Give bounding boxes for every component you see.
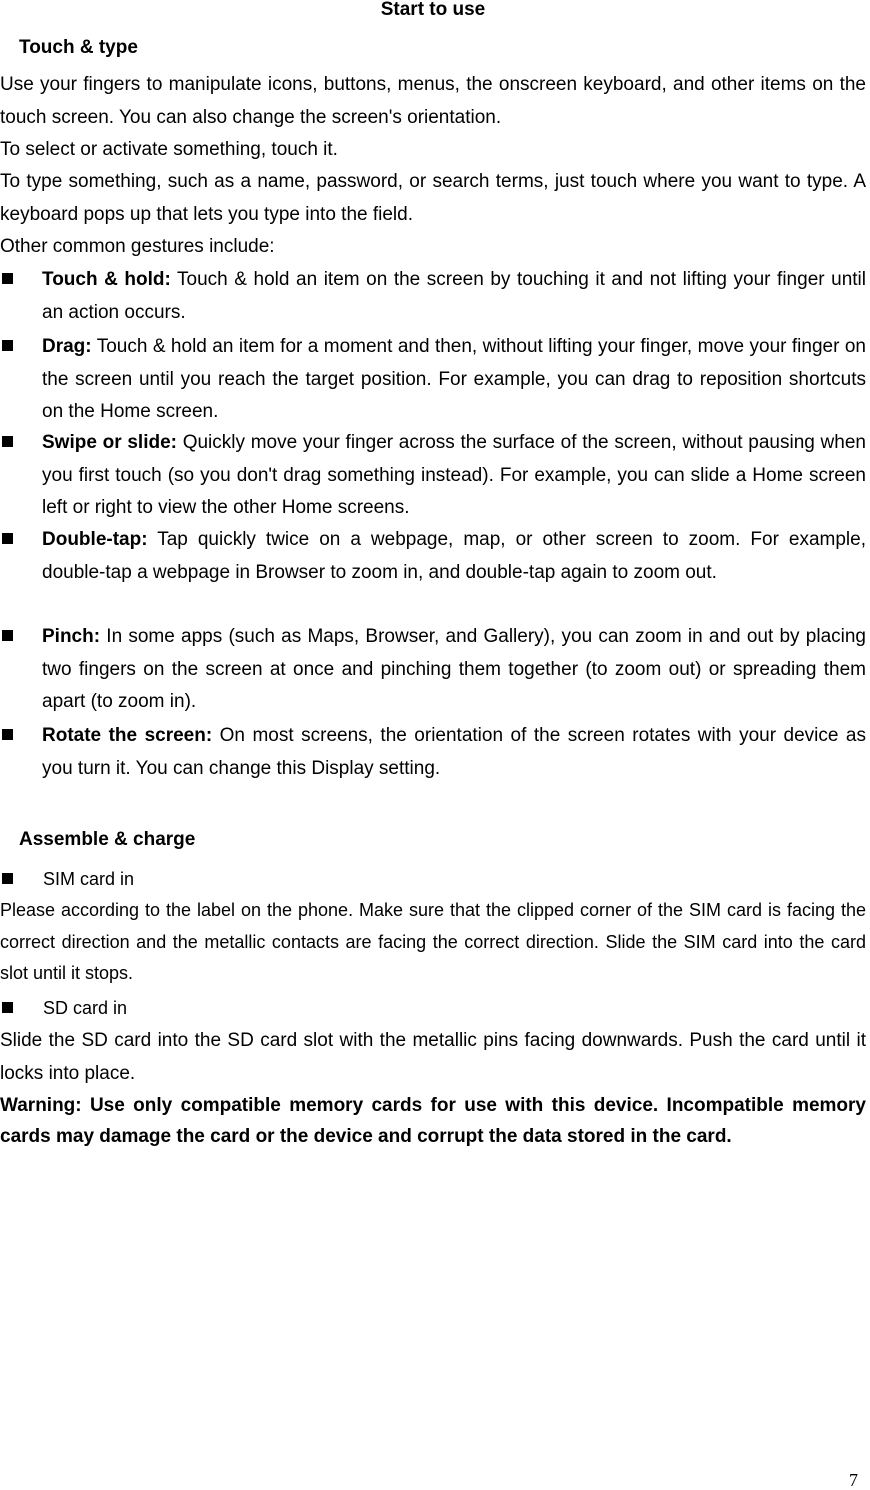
- gesture-item-drag: [0, 331, 866, 429]
- gesture-description: [42, 427, 866, 525]
- gesture-text: In some apps (such as Maps, Browser, and Gallery), you can zoom in and out by placing two fingers on the screen at once and pinching them together (to zoom out) or spreading them apart (to zoom in).: [42, 626, 866, 712]
- sim-card-label: SIM card in: [43, 869, 135, 889]
- square-bullet-icon: [2, 1002, 13, 1013]
- sd-card-paragraph: Slide the SD card into the SD card slot with the metallic pins facing downwards. Push the card until it locks into place.: [0, 1030, 866, 1084]
- square-bullet-icon: [2, 873, 13, 884]
- gesture-text: Tap quickly twice on a webpage, map, or other screen to zoom. For example, double-tap a webpage in Browser to zoom in, and double-tap again to zoom out.: [42, 529, 866, 583]
- gesture-text: Quickly move your finger across the surface of the screen, without pausing when you first touch (so you don't drag something instead). For example, you can slide a Home screen left or right to view the other Home screens.: [42, 432, 866, 518]
- sim-card-item: [0, 867, 866, 891]
- sim-card-paragraph: Please according to the label on the phone. Make sure that the clipped corner of the SIM card is facing the correct direction and the metallic contacts are facing the correct direction. Slide the SIM card into the card slot until it stops.: [0, 900, 866, 983]
- gesture-description: [42, 331, 866, 429]
- gesture-item-swipe: [0, 427, 866, 525]
- gesture-text: Touch & hold an item for a moment and then, without lifting your finger, move your finger on the screen until you reach the target position. For example, you can drag to reposition shortcuts on the Home screen.: [42, 336, 866, 422]
- gesture-term: Touch & hold:: [42, 269, 171, 290]
- gesture-description: [42, 720, 866, 785]
- gesture-item-pinch: [0, 621, 866, 719]
- square-bullet-icon: [2, 729, 13, 740]
- gesture-term: Drag:: [42, 336, 92, 357]
- square-bullet-icon: [2, 273, 13, 284]
- square-bullet-icon: [2, 340, 13, 351]
- section-heading-touch-type: Touch & type: [19, 37, 138, 58]
- gesture-text: Touch & hold an item on the screen by touching it and not lifting your finger until an action occurs.: [42, 269, 866, 323]
- square-bullet-icon: [2, 533, 13, 544]
- gesture-item-rotate: [0, 720, 866, 785]
- gesture-term: Swipe or slide:: [42, 432, 177, 453]
- intro-paragraph: Use your fingers to manipulate icons, buttons, menus, the onscreen keyboard, and other items on the touch screen. You can also change the screen's orientation.: [0, 74, 866, 128]
- sd-card-item: [0, 996, 866, 1020]
- gesture-term: Double-tap:: [42, 529, 148, 550]
- gesture-description: [42, 264, 866, 329]
- page-title: Start to use: [380, 0, 486, 20]
- warning-paragraph: Warning: Use only compatible memory cards for use with this device. Incompatible memory cards may damage the card or the device and corrupt the data stored in the card.: [0, 1095, 866, 1147]
- page-number: 7: [849, 1470, 858, 1490]
- gesture-term: Rotate the screen:: [42, 725, 213, 746]
- gesture-item-double-tap: [0, 524, 866, 589]
- gesture-description: [42, 524, 866, 589]
- square-bullet-icon: [2, 436, 13, 447]
- select-paragraph: To select or activate something, touch it.: [0, 139, 338, 160]
- square-bullet-icon: [2, 630, 13, 641]
- section-heading-assemble-charge: Assemble & charge: [19, 829, 196, 850]
- gestures-intro-paragraph: Other common gestures include:: [0, 236, 275, 257]
- gesture-text: On most screens, the orientation of the screen rotates with your device as you turn it. You can change this Display setting.: [42, 725, 866, 779]
- gesture-term: Pinch:: [42, 626, 101, 647]
- gesture-item-touch-hold: [0, 264, 866, 329]
- gesture-description: [42, 621, 866, 719]
- type-paragraph: To type something, such as a name, password, or search terms, just touch where you want to type. A keyboard pops up that lets you type into the field.: [0, 171, 866, 225]
- sd-card-label: SD card in: [43, 998, 128, 1018]
